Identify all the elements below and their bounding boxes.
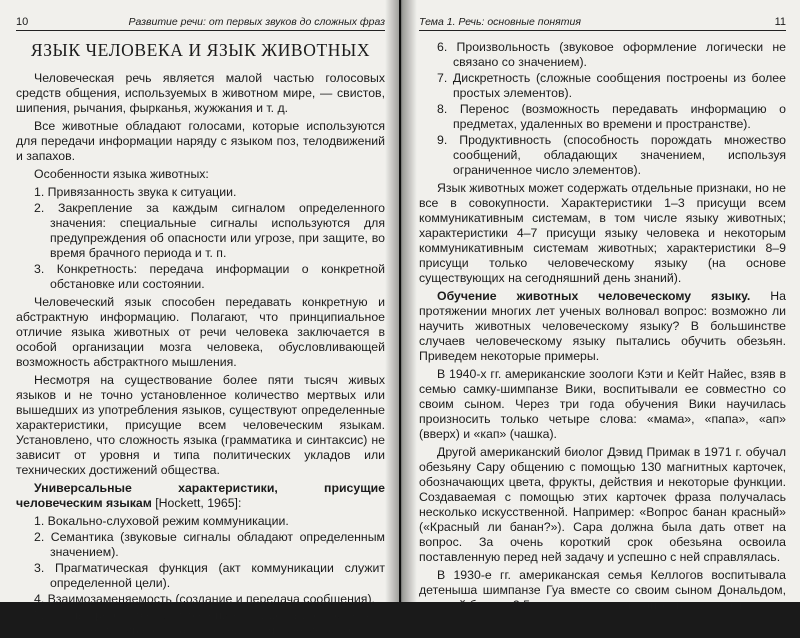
left-page [0, 0, 399, 637]
page-number: 11 [774, 16, 786, 28]
paragraph: Особенности языка животных: [34, 167, 209, 181]
right-page [401, 0, 800, 612]
page-number: 10 [16, 16, 29, 28]
paragraph: Все животные обладают голосами, которые используются для передачи информации наряду с языком поз, телодвижений и запахов. [16, 119, 385, 163]
list-item: 2. Семантика (звуковые сигналы обладают определенным значением). [34, 530, 385, 559]
list-item: 6. Произвольность (звуковое оформление логически не связано со значением). [437, 40, 786, 69]
list-item: 5. Культурное распространение (существуют сигналы, которые заучиваются, а не передаются генетически). [34, 608, 385, 637]
features-list [16, 185, 385, 292]
paragraph: Человеческая речь является малой частью голосовых средств общения, используемых в животном мире, — свистов, шипения, рычания, фырканья, жужжания и т. д. [16, 71, 385, 115]
list-item: 7. Дискретность (сложные сообщения построены из более простых элементов). [437, 71, 786, 100]
list-item: 8. Перенос (возможность передавать информацию о предметах, удаленных во времени и пространстве). [437, 102, 786, 131]
paragraph: Человеческий язык способен передавать конкретную и абстрактную информацию. Полагают, что принципиальное отличие языка животных от речи человека заключается в особой организации мозга человека, обусловливающей возможность абстрактного мышления. [16, 295, 385, 369]
paragraph: В 1930-е гг. американская семья Келлогов воспитывала детеныша шимпанзе Гуа вместе со своим сыном Дональдом, который был на 2,5 мес. младше шимпанзе, в одинаковых [419, 568, 786, 612]
universal-list-continued [419, 40, 786, 178]
paragraph: Язык животных может содержать отдельные признаки, но не все в совокупности. Характеристики 1–3 присущи всем коммуникативным системам, в том числе языку животных; характеристики 4–7 присущи языку человека и некоторым коммуникативным системам животных; характеристики 8–9 присущи только человеческому языку (на основе существующих на сегодняшний день знаний). [419, 181, 786, 285]
paragraph: Несмотря на существование более пяти тысяч живых языков и не точно установленное количество мертвых или вышедших из употребления языков, существуют определенные характеристики, присущие всем человеческим языкам. Установлено, что сложность языка (грамматика и синтаксис) не зависит от уровня и типа политических укладов или технических достижений общества. [16, 373, 385, 477]
list-item: 9. Продуктивность (способность порождать множество сообщений, обладающих значением, используя ограниченное число элементов). [437, 133, 786, 177]
list-item: 1. Привязанность звука к ситуации. [34, 185, 237, 199]
paragraph: Другой американский биолог Дэвид Примак в 1971 г. обучал обезьяну Сару общению с помощью 130 магнитных карточек, обозначающих цвета, фрукты, действия и некоторые функции. Создаваемая с помощью этих карточек фраза получалась несколько искусственной. Например: «Вопрос банан красный» («Красный ли банан?»). Сара должна была дать ответ на вопрос. За очень короткий срок обезьяна освоила поставленную перед ней задачу и успешно с ней справлялась. [419, 445, 786, 564]
list-item: 4. Взаимозаменяемость (создание и передача сообщения). [34, 592, 375, 606]
list-item: 1. Вокально-слуховой режим коммуникации. [34, 514, 289, 528]
list-item: 3. Прагматическая функция (акт коммуникации служит определенной цели). [34, 561, 385, 590]
section-heading-paragraph [16, 481, 385, 511]
paragraph-text: На протяжении многих лет ученых волновал вопрос: возможно ли научить животных человеческому языку? В большинстве случаев человеческому языку пытались обучить обезьян. Приведем некоторые примеры. [419, 289, 786, 363]
citation: [Hockett, 1965]: [151, 496, 242, 510]
universal-list [16, 514, 385, 638]
running-title: Тема 1. Речь: основные понятия [419, 16, 581, 28]
section-heading-paragraph [419, 289, 786, 364]
right-running-head [419, 12, 786, 31]
chapter-title: ЯЗЫК ЧЕЛОВЕКА И ЯЗЫК ЖИВОТНЫХ [30, 40, 371, 60]
list-item: 2. Закрепление за каждым сигналом определенного значения: специальные сигналы используются для предупреждения об опасности или угрозе, при защите, во время брачного периода и т. п. [34, 201, 385, 260]
paragraph: В 1940-х гг. американские зоологи Кэти и Кейт Найес, взяв в семью самку-шимпанзе Вики, воспитывали ее совместно со своим сыном. Через три года обучения Вики научилась произносить только четыре слова: «мама», «папа», «ап» (вверх) и «кап» (чашка). [419, 367, 786, 441]
left-running-head [16, 12, 385, 31]
section-heading: Универсальные характеристики, присущие человеческим языкам [16, 481, 385, 510]
list-item: 3. Конкретность: передача информации о конкретной обстановке или состоянии. [34, 262, 385, 291]
section-heading: Обучение животных человеческому языку. [437, 289, 751, 303]
running-title: Развитие речи: от первых звуков до сложных фраз [128, 16, 385, 28]
